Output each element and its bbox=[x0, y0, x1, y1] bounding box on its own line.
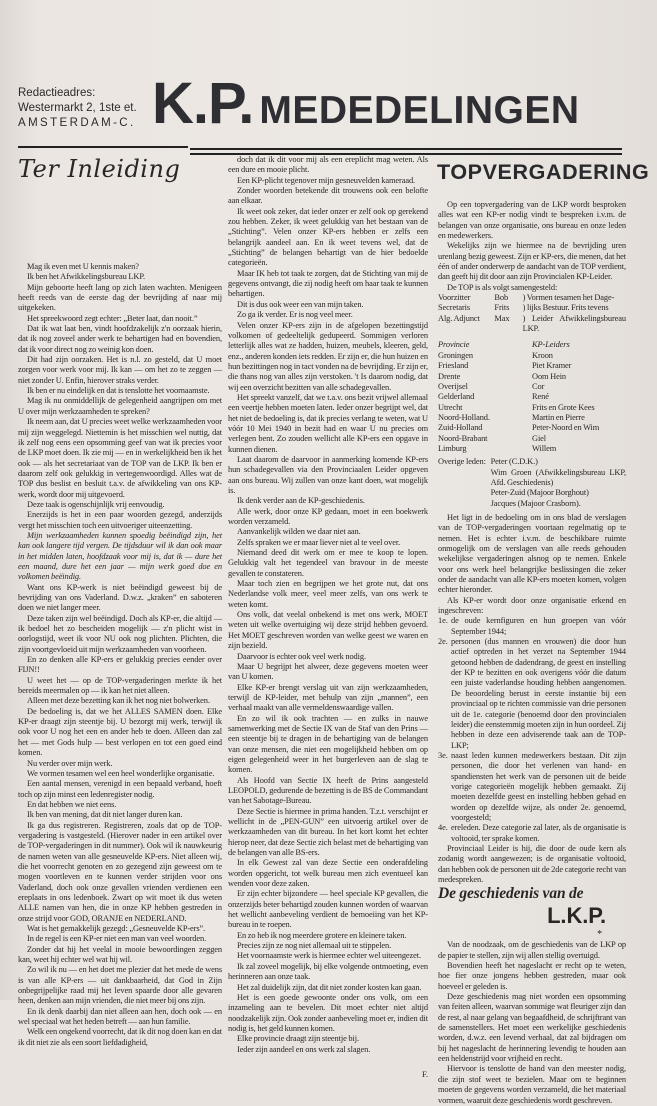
address-label: Redactieadres: bbox=[18, 87, 96, 99]
list-number: 2e. bbox=[438, 637, 448, 647]
paragraph: En zo wil ik ook trachten — en zulks in nauwe samenwerking met de Sectie IX van de Staf van den Prins — een steentje bij te dragen in de behartiging van de belangen van onze mensen, die niet een mogelijkheid hebben om op eigen gelegenheid weer in het burgerleven aan de slag te komen. bbox=[228, 713, 428, 775]
province-row bbox=[438, 382, 626, 392]
intro-signature: F. bbox=[422, 1068, 428, 1079]
province-row bbox=[438, 423, 626, 433]
paragraph: Dit is dus ook weer een van mijn taken. bbox=[237, 299, 364, 309]
list-text: naast leden kunnen medewerkers bestaan. Dit zijn personen, die door het verlenen van hand- en spandiensten het werk van de personen uit de beide vorige categorieën mogelijk hebben gemaakt. Zij moeten dezelfde geest en instelling hebben gehad en worden op dezelfde wijze, als onder 2e. genoemd, voorgesteld; bbox=[451, 750, 626, 822]
other-members-label: Overige leden: bbox=[438, 457, 486, 467]
province-row bbox=[438, 372, 626, 382]
paragraph: Enerzijds is het in een paar woorden gezegd, anderzijds vergt het misschien toch een uitvoeriger uiteenzetting. bbox=[18, 510, 222, 530]
paragraph: Ons volk, dat veelal onbekend is met ons werk, MOET weten uit welke overtuiging wij deze strijd hebben gevoerd. Het MOET geschreven worden van welke geest we waren en zijn bezield. bbox=[228, 610, 428, 651]
board-name: Bob bbox=[494, 293, 509, 303]
topvergadering-column bbox=[438, 200, 626, 1106]
paragraph: Deze Sectie is hiermee in prima handen. T.z.t. verschijnt er wellicht in de „PEN-GUN” een uitvoerig artikel over de werkzaamheden van dit bureau. In het kort komt het echter hierop neer, dat deze Sectie zich belast met de behartiging van de belangen van alle BS-ers. bbox=[228, 806, 428, 858]
province-leader: Piet Kramer bbox=[532, 361, 572, 371]
paragraph: En ik denk daarbij dan niet alleen aan hen, doch ook — en wel speciaal wat het heden betreft — aan hun familie. bbox=[18, 1006, 222, 1027]
province-leader: Cor bbox=[532, 381, 545, 391]
paragraph: Ik ben het Afwikkelingsbureau LKP. bbox=[27, 272, 145, 282]
paragraph: In de regel is een KP-er niet een man van veel woorden. bbox=[27, 934, 207, 944]
list-item bbox=[438, 637, 626, 751]
province-leader: René bbox=[532, 392, 549, 402]
paragraph: Nu verder over mijn werk. bbox=[27, 758, 113, 768]
province-name: Utrecht bbox=[438, 402, 463, 412]
paragraph: Ik ben er nu eindelijk en dat is tenslotte het voornaamste. bbox=[27, 386, 210, 396]
province-name: Groningen bbox=[438, 350, 473, 360]
board-name: Max bbox=[494, 313, 510, 323]
paragraph: De TOP is als volgt samengesteld: bbox=[447, 282, 558, 292]
province-leader: Peter-Noord en Wim bbox=[532, 423, 600, 433]
list-item bbox=[438, 823, 626, 844]
paragraph: Maar IK heb tot taak te zorgen, dat de Stichting van mij de gegevens ontvangt, die zij nodig heeft om haar taak te kunnen behartigen. bbox=[228, 268, 428, 299]
paragraph: We vormen tesamen wel een heel wonderlijke organisatie. bbox=[27, 768, 215, 778]
paragraph: Als Hoofd van Sectie IX heeft de Prins aangesteld LEOPOLD, gedurende de bezetting is de BS de Commandant van het Sabotage-Bureau. bbox=[228, 775, 428, 806]
paragraph: Hiervoor is tenslotte de hand van den meester nodig, die zijn stof weet te bezielen. Maar om te beginnen moeten de gegevens worden verzameld, die het materiaal vormen, waaruit deze geschiedenis wordt geschreven. bbox=[438, 1064, 626, 1105]
province-name: Zuid-Holland bbox=[438, 423, 483, 433]
province-leader: Giel bbox=[532, 433, 547, 443]
paragraph: Ieder zijn aandeel en ons werk zal slagen. bbox=[237, 1044, 371, 1054]
paragraph: Het is een goede gewoonte onder ons volk, om een inzameling aan te bevelen. Dit moet echter niet altijd noodzakelijk zijn. Ook zonder aanbeveling moet er, indien dit nodig is, het geld kunnen komen. bbox=[228, 992, 428, 1033]
province-name: Gelderland bbox=[438, 392, 475, 402]
paragraph: Laat daarom de daarvoor in aanmerking komende KP-ers hun schadegevallen via den Provinciaalen Leider opgeven aan ons bureau. Wij zullen van onze kant doen, wat mogelijk is. bbox=[228, 454, 428, 495]
other-member: Peter (C.D.K.) bbox=[490, 457, 538, 467]
board-row bbox=[438, 303, 626, 313]
province-row bbox=[438, 444, 626, 454]
paragraph: Een aantal mensen, verenigd in een bepaald verband, hoeft toch op zijn minst een ledenregister nodig. bbox=[18, 779, 222, 799]
intro-column-2 bbox=[228, 155, 428, 1079]
masthead-kp: K.P. bbox=[152, 71, 254, 136]
board-row bbox=[438, 293, 626, 303]
paragraph: Zonder dat hij het veelal in mooie bewoordingen zeggen kan, weet hij echter wel wat hij wil. bbox=[18, 944, 222, 965]
paragraph: Deze taken zijn wel beëindigd. Doch als KP-er, die altijd — ik bedoel het zo bescheiden mogelijk — z'n plicht wist in oorlogstijd, weet ik voor NU ook nog plichten. Plichten, die zijn voortgevloeid uit mijn werkzaamheden van voorheen. bbox=[18, 613, 222, 654]
provinces-header-province: Provincie bbox=[438, 340, 470, 350]
province-leader: Willem bbox=[532, 443, 557, 453]
province-row bbox=[438, 351, 626, 361]
paragraph: Van de noodzaak, om de geschiedenis van de LKP op de papier te stellen, zijn wij allen stellig overtuigd. bbox=[438, 940, 626, 960]
list-text: personen (dus mannen en vrouwen) die door hun actief optreden in het verzet na September 1944 getoond hebben de dadendrang, de geest en instelling der KP te bezitten en ook overigens vóór die datum een juiste vaderlandse houding hebben aangenomen. De beoordeling berust in eerste instantie bij een provinciaal op te richten commissie van drie personen uit de 1e. categorie (benoemd door den provincialen leider) die eenstemmig moeten zijn in hun oordeel. Zij hebben in deze een adviserende taak aan de TOP-LKP; bbox=[451, 637, 626, 750]
paragraph: Elke KP-er brengt verslag uit van zijn werkzaamheden, terwijl de KP-leider, met behulp van zijn „mannen”, een verhaal maakt van alle vermeldenswaardige vallen. bbox=[228, 682, 428, 713]
paragraph: Wekelijks zijn we hiermee na de bevrijding uren urenlang bezig geweest. Zijn er KP-ers, die menen, dat het één of ander onderwerp de aandacht van de TOP verdient, dan geeft hij dit door aan zijn Provincialen KP-Leider. bbox=[438, 241, 626, 282]
paragraph: Ik weet ook zeker, dat ieder onzer er zelf ook op gerekend zou hebben. Zeker, ik weet gelukkig van het bestaan van de „Stichting”. Velen onzer KP-ers hebben er zelfs een belangrijk aandeel aan. En ik weet tevens wel, dat de „Stichting” de belangen behartigt van de hier bedoelde categorieën. bbox=[228, 206, 428, 268]
paragraph: Mijn werkzaamheden kunnen spoedig beëindigd zijn, het kan ook langere tijd vergen. De tijdsduur wil ik dan ook maar in het midden laten, hoofdzaak voor mij is, dat ik — dure het een maand, dure het een jaar — mijn werk goed doe en volkomen beëindig. bbox=[18, 530, 222, 582]
province-leader: Frits en Grote Kees bbox=[532, 402, 595, 412]
paragraph: Niemand deed dit werk om er mee te koop te lopen. Gelukkig valt het tegendeel van bravour in de meeste gevallen te constateren. bbox=[228, 548, 428, 578]
province-name: Overijsel bbox=[438, 381, 468, 391]
history-heading: De geschiedenis van de bbox=[438, 885, 584, 903]
paragraph: Ik denk verder aan de KP-geschiedenis. bbox=[237, 496, 365, 506]
paragraph: Mijn geboorte heeft lang op zich laten wachten. Menigeen heeft reeds van de eerste dag der bevrijding af naar mij uitgekeken. bbox=[18, 282, 222, 313]
paragraph: Als KP-er wordt door onze organisatie erkend en ingeschreven: bbox=[438, 595, 626, 616]
masthead-title bbox=[152, 70, 580, 137]
other-member: Wim Groen (Afwikkelingsbureau LKP, Afd. Geschiedenis) bbox=[490, 467, 626, 487]
paragraph: Elke provincie draagt zijn steentje bij. bbox=[237, 1034, 359, 1044]
paragraph: Ik ga dus registreren. Registreren, zoals dat op de TOP-vergadering is vastgesteld. (Hierover nader in een artikel over de TOP-vergaderingen in dit nummer). Ook wil ik nauwkeurig de namen weten van alle gesneuvelde KP-ers. Niet alleen wij, die het voorrecht genoten en zo gezegend zijn geweest om te mogen voortleven en te kunnen verder strijden voor ons Vaderland, doch ook onze gevallen vrienden verdienen een ereplaats in ons ledenboek. Zwart op wit moet ik dus weten ALLE namen van hen, die in onze KP hebben gestreden in onze strijd voor GOD, ORANJE en NEDERLAND. bbox=[18, 820, 222, 923]
board-table bbox=[438, 293, 626, 334]
paragraph: Er zijn echter bijzondere — heel speciale KP gevallen, die onzerzijds beter behartigd zouden kunnen worden of waarvan het wellicht aanbeveling verdient de bemoeiing van het KP-bureau in te roepen. bbox=[228, 889, 428, 930]
paragraph: En dat hebben we niet eens. bbox=[27, 799, 117, 809]
paragraph: Het voornaamste werk is hiermee echter wel uiteengezet. bbox=[237, 951, 422, 961]
editorial-address bbox=[18, 86, 137, 131]
province-name: Drente bbox=[438, 371, 461, 381]
paragraph: Alle werk, door onze KP gedaan, moet in een boekwerk worden verzameld. bbox=[228, 506, 428, 527]
other-member: Peter-Zuid (Majoor Borghout) bbox=[490, 488, 589, 498]
paragraph: Welk een ongekend voorrecht, dat ik dit nog doen kan en dat ik dit niet zie als een soort liefdadigheid, bbox=[18, 1027, 222, 1047]
paragraph: Want ons KP-werk is niet beëindigd geweest bij de bevrijding van ons Vaderland. D.w.z. „kraken” en saboteren doen we niet langer meer. bbox=[18, 582, 222, 613]
list-text: ereleden. Deze categorie zal later, als de organisatie is voltooid, ter sprake komen. bbox=[451, 823, 626, 843]
province-leader: Oom Hein bbox=[532, 371, 567, 381]
province-row bbox=[438, 413, 626, 423]
list-number: 1e. bbox=[438, 616, 448, 626]
province-name: Limburg bbox=[438, 443, 467, 453]
list-item bbox=[438, 616, 626, 637]
board-note: ) Leider Afwikkelingsbureau LKP. bbox=[522, 313, 626, 334]
province-leader: Kroon bbox=[532, 350, 553, 360]
paragraph: U weet het — op de TOP-vergaderingen merkte ik het bereids meermalen op — ik kan het niet alleen. bbox=[18, 675, 222, 696]
paragraph: Zelfs spraken we er maar liever niet al te veel over. bbox=[237, 537, 401, 547]
province-row bbox=[438, 434, 626, 444]
provinces-header-leaders: KP-Leiders bbox=[532, 340, 570, 350]
board-role: Secretaris bbox=[438, 303, 471, 313]
province-row bbox=[438, 361, 626, 371]
province-row bbox=[438, 403, 626, 413]
board-role: Alg. Adjunct bbox=[438, 313, 480, 323]
paragraph: Velen onzer KP-ers zijn in de afgelopen bezettingstijd volkomen of gedeeltelijk gedupeerd. Sommigen verloren letterlijk alles wat ze hadden, huizen, meubels, kleeren, geld, enz., anderen konden iets redden. Er zijn er, die hun huizen en hun bezittingen nog in tact vonden na de bevrijding. Er zijn er, die thans nog van alles zijn verstoken. 't Is daarom nodig, dat wij een overzicht bezitten van alle schadegevallen. bbox=[228, 320, 428, 392]
paragraph: In elk Gewest zal van deze Sectie een onderafdeling worden opgericht, tot welk bureau men zich eventueel kan wenden voor deze zaken. bbox=[228, 858, 428, 889]
masthead-mededelingen: MEDEDELINGEN bbox=[259, 89, 580, 132]
paragraph: Daarvoor is echter ook veel werk nodig. bbox=[237, 651, 366, 661]
paragraph: Ik ben van mening, dat dit niet langer duren kan. bbox=[27, 810, 183, 820]
province-leader: Martin en Pierre bbox=[532, 412, 585, 422]
paragraph: doch dat ik dit voor mij als een ereplicht mag weten. Als een dure en mooie plicht. bbox=[228, 155, 428, 175]
board-name: Frits bbox=[494, 303, 510, 313]
address-city: AMSTERDAM-C. bbox=[18, 117, 136, 129]
intro-heading: Ter Inleiding bbox=[18, 155, 181, 183]
paragraph: Deze geschiedenis mag niet worden een opsomming van feiten alleen, waarvan sommige wat fleuriger zijn dan de rest, al naar gelang van begaafdheid, de schrijftrant van de samenstellers. Het moet een werkelijke geschiedenis worden, d.w.z. een levend verhaal, dat zal bijdragen om bij het nageslacht de herinnering levendig te houden aan een heldenstrijd voor vrijheid en recht. bbox=[438, 992, 626, 1064]
header-rule-left bbox=[18, 146, 188, 148]
paragraph: Mag ik even met U kennis maken? bbox=[27, 262, 139, 271]
paragraph: En zo denken alle KP-ers er gelukkig precies eender over FIJN!! bbox=[18, 655, 222, 675]
paragraph: Maar toch zien en begrijpen we het grote nut, dat ons Nederlandse volk meer, veel meer zelfs, van ons werk te weten komt. bbox=[228, 579, 428, 609]
paragraph: Een KP-plicht tegenover mijn gesneuvelden kameraad. bbox=[237, 175, 416, 185]
history-heading-lkp: L.K.P. bbox=[547, 903, 606, 929]
address-street: Westermarkt 2, 1ste et. bbox=[18, 102, 137, 114]
header-rule-right bbox=[190, 148, 622, 150]
paragraph: Aanvankelijk wilden we daar niet aan. bbox=[237, 527, 361, 537]
list-number: 3e. bbox=[438, 750, 448, 760]
board-role: Voorzitter bbox=[438, 293, 471, 303]
province-row bbox=[438, 392, 626, 402]
paragraph: Mag ik nu onmiddellijk de gelegenheid aangrijpen om met U over mijn werkzaamheden te spreken? bbox=[18, 396, 222, 416]
paragraph: Maar U begrijpt het alweer, deze gegevens moeten weer van U komen. bbox=[228, 661, 428, 682]
paragraph: Wat is het gemakkelijk gezegd: „Gesneuvelde KP-ers”. bbox=[27, 924, 206, 933]
paragraph: Het spreekwoord zegt echter: „Beter laat, dan nooit.” bbox=[27, 313, 198, 323]
board-note: ) Vormen tesamen het Dage- bbox=[522, 293, 615, 303]
province-name: Noord-Brabant bbox=[438, 433, 488, 443]
board-note: ) lijks Bestuur. Frits tevens bbox=[522, 303, 609, 313]
paragraph: Deze taak is ogenschijnlijk vrij eenvoudig. bbox=[27, 499, 165, 509]
paragraph: Het zal duidelijk zijn, dat dit niet zonder kosten kan gaan. bbox=[237, 982, 422, 992]
paragraph: Bovendien heeft het nageslacht er recht op te weten, hoe fier onze jongens hebben gestreden, maar ook hoeveel er geleden is. bbox=[438, 961, 626, 991]
other-members-table bbox=[438, 457, 626, 509]
paragraph: Op een topvergadering van de LKP wordt besproken alles wat een KP-er nodig vindt te bespreken i.v.m. de belangen van onze organisatie, ons bureau en onze leden en medewerkers. bbox=[438, 200, 626, 241]
paragraph: Het spreekt vanzelf, dat we t.a.v. ons bezit vrijwel allemaal een veertje hebben moeten laten. Ieder onzer begrijpt wel, dat het niet de bedoeling is, dat ik precies verlang te weten, wat U vóór 10 Mei 1940 in bezit had en waar U nu precies om verlegen bent. Zo zouden wellicht alle KP-ers een opgave in kunnen dienen. bbox=[228, 392, 428, 454]
province-name: Friesland bbox=[438, 361, 469, 371]
paragraph: Zo ga ik verder. Er is nog veel meer. bbox=[237, 310, 353, 320]
list-number: 4e. bbox=[438, 823, 448, 833]
paragraph: Ik zal zoveel mogelijk, bij elke volgende ontmoeting, even herinneren aan onze taak. bbox=[228, 961, 428, 982]
intro-column-1 bbox=[18, 262, 222, 1048]
province-name: Noord-Holland. bbox=[438, 412, 490, 422]
paragraph: Dat ik wat laat ben, vindt hoofdzakelijk z'n oorzaak hierin, dat ik nog zoveel ander werk te behartigen had en bovendien, dat ik voor direct nog zo weinig kon doen. bbox=[18, 324, 222, 354]
membership-criteria-list bbox=[438, 616, 626, 844]
list-text: de oude kernfiguren en hun groepen van vóór September 1944; bbox=[451, 616, 626, 636]
asterisk-ornament: * bbox=[597, 929, 602, 941]
paragraph: Dit had zijn oorzaken. Het is n.l. zo gesteld, dat U moet zorgen voor werk voor mij. Ik kan — om het zo te zeggen — niet zonder U. Enfin, hierover straks verder. bbox=[18, 355, 222, 385]
paragraph: Ik neem aan, dat U precies weet welke werkzaamheden voor mij zijn weggelegd. Niettemin is het misschien wel nuttig, dat ik zelf nog eens een opsomming geef van wat ik precies voor de LKP moet doen. Ik zie mij — en in werkelijkheid ben ik het ook — als het secretariaat van de TOP van de LKP. Ik ben er daarom zelf ook gelukkig in vertegenwoordigd. Alles wat de TOP dus beslist en besluit t.a.v. de afwikkeling van ons KP-werk, wordt door mij uitgevoerd. bbox=[18, 417, 222, 499]
board-row bbox=[438, 314, 626, 335]
closing-paragraph: Provinciaal Leider is hij, die door de oude kern als zodanig wordt aangewezen; is de organisatie voltooid, dan hebben ook de personen uit de 2de categorie recht van medespreken. bbox=[438, 843, 626, 884]
paragraph: Zo wil ik nu — en het doet me plezier dat het mede de wens is van alle KP-ers — uit dankbaarheid, dat God in Zijn onbegrijpelijke raad mij het leven spaarde door alle gevaren heen, denken aan mijn vrienden, die niet meer bij ons zijn. bbox=[18, 965, 222, 1006]
topvergadering-heading: TOPVERGADERING bbox=[437, 160, 650, 184]
paragraph: Alleen met deze bezetting kan ik het nog niet bolwerken. bbox=[27, 696, 210, 706]
other-member: Jacques (Majoor Crasborn). bbox=[490, 498, 581, 508]
paragraph: En zo heb ik nog meerdere grotere en kleinere taken. bbox=[237, 930, 407, 940]
provinces-table bbox=[438, 340, 626, 454]
paragraph: Precies zijn ze nog niet allemaal uit te stippelen. bbox=[237, 941, 392, 951]
paragraph: Het ligt in de bedoeling om in ons blad de verslagen van de TOP-vergaderingen voortaan regelmatig op te nemen. Het is echter i.v.m. de beschikbare ruimte onmogelijk om de verslagen van alle reeds gehouden wekelijkse vergaderingen alsnog op te nemen. Enkele voor ons werk heel belangrijke beslissingen die zeker onder de aandacht van alle KP-ers moeten komen, volgen echter hieronder. bbox=[438, 512, 626, 595]
paragraph: De bedoeling is, dat we het ALLES SAMEN doen. Elke KP-er draagt zijn steentje bij. U bezorgt mij werk, terwijl ik ook voor U nog het een en ander heb te doen. Alleen dan zal het — met Gods hulp — best verlopen en tot een goed eind komen. bbox=[18, 706, 222, 758]
list-item bbox=[438, 751, 626, 823]
paragraph: Zonder woorden betekende dit trouwens ook een belofte aan elkaar. bbox=[228, 186, 428, 206]
